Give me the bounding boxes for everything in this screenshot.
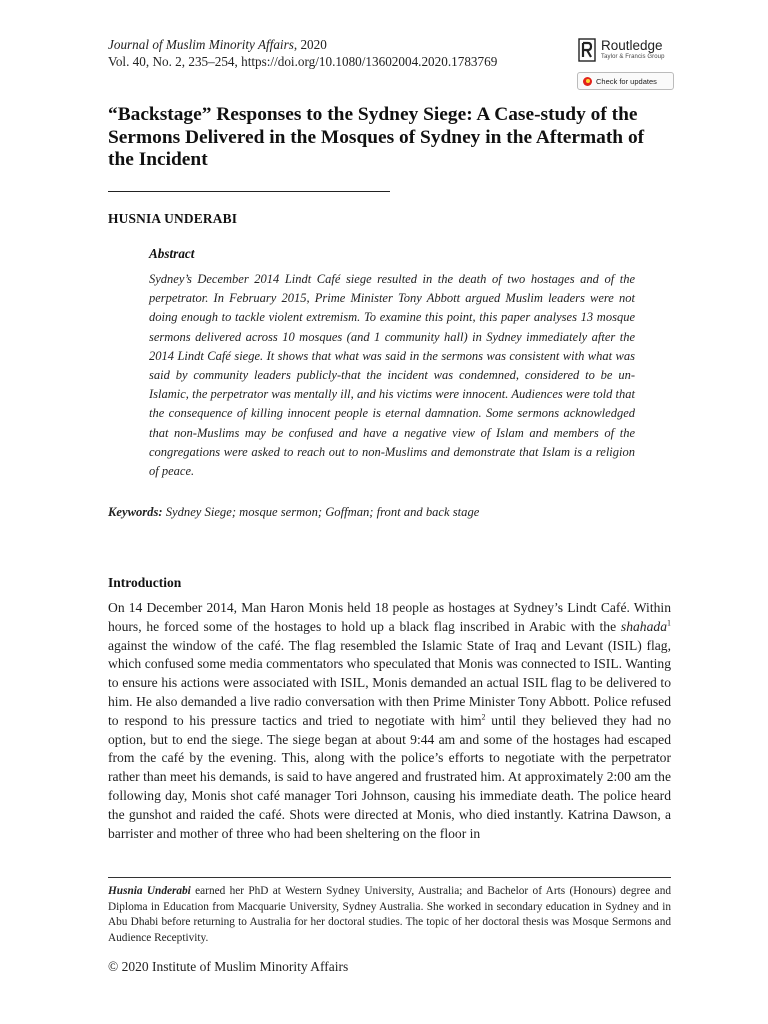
publisher-name: Routledge xyxy=(601,38,663,53)
journal-year: , 2020 xyxy=(293,37,327,52)
update-check-icon xyxy=(583,77,592,86)
publisher-logo[interactable] xyxy=(578,38,665,62)
check-for-updates-label: Check for updates xyxy=(596,76,657,86)
routledge-logo-icon xyxy=(578,38,596,62)
footnote-divider xyxy=(108,877,671,878)
author-bio-footnote xyxy=(108,884,671,946)
keywords-text: Sydney Siege; mosque sermon; Goffman; front and back stage xyxy=(165,505,480,519)
intro-text-part-3: until they believed they had no option, but to end the siege. The siege began at about 9:44 am and some of the hostages had escaped from the café by the evening. This, along with the police’s efforts to negotiate with the perpetrator rather than meet his demands, is said to have angered and frustrated him. At approximately 2:00 am the following day, Monis shot café manager Tori Johnson, causing his immediate death. The police heard the gunshot and raided the café. Shots were directed at Monis, who died instantly. Katrina Dawson, a barrister and mother of three who had been sheltering on the floor in xyxy=(108,712,672,841)
title-divider xyxy=(108,191,390,192)
bio-text: earned her PhD at Western Sydney University, Australia; and Bachelor of Arts (Honours) degree and Diploma in Education from Macquarie University, Sydney Australia. She worked in secondary education in Sydney and in Abu Dhabi before returning to Australia for her doctoral studies. The topic of her doctoral thesis was Mosque Sermons and Audience Receptivity. xyxy=(108,885,671,944)
keywords xyxy=(108,504,668,521)
journal-citation xyxy=(108,36,497,70)
article-title: “Backstage” Responses to the Sydney Siege: A Case-study of the Sermons Delivered in the Mosques of Sydney in the Aftermath of the Incident xyxy=(108,104,645,170)
intro-text-part-1: On 14 December 2014, Man Haron Monis held 18 people as hostages at Sydney’s Lindt Café. Within hours, he forced some of the hostages to hold up a black flag inscribed in Arabic with the xyxy=(108,600,671,634)
journal-name-line xyxy=(108,36,497,53)
shahada-term: shahada xyxy=(620,618,667,634)
keywords-label: Keywords: xyxy=(108,505,163,519)
volume-doi-line[interactable]: Vol. 40, No. 2, 235–254, https://doi.org/10.1080/13602004.2020.1783769 xyxy=(108,54,498,69)
abstract-heading: Abstract xyxy=(149,246,195,261)
introduction-paragraph xyxy=(108,599,671,843)
bio-author-name: Husnia Underabi xyxy=(108,885,191,897)
footnote-ref-2[interactable]: 2 xyxy=(481,712,486,722)
abstract-text: Sydney’s December 2014 Lindt Café siege resulted in the death of two hostages and of the perpetrator. In February 2015, Prime Minister Tony Abbott argued Muslim leaders were not doing enough to tackle violent extremism. To examine this point, this paper analyses 13 mosque sermons delivered across 10 mosques (and 1 community hall) in Sydney immediately after the 2014 Lindt Café siege. It shows that what was said in the sermons was consistent with what was said by community leaders publicly-that the incident was condemned, considered to be un-Islamic, the perpetrator was mentally ill, and his victims were innocent. Audiences were told that the consequence of killing innocent people is eternal damnation. Some sermons acknowledged that non-Muslims may be confused and have a negative view of Islam and members of the congregations were asked to reach out to non-Muslims and demonstrate that Islam is a religion of peace. xyxy=(149,272,635,479)
journal-name[interactable]: Journal of Muslim Minority Affairs xyxy=(108,37,294,52)
publisher-subline: Taylor & Francis Group xyxy=(601,54,665,60)
copyright-notice: © 2020 Institute of Muslim Minority Affairs xyxy=(108,959,349,974)
intro-text-part-2: against the window of the café. The flag resembled the Islamic State of Iraq and Levant (ISIL) flag, which confused some media commentators who speculated that Monis was connected to ISIL. Wanting to ensure his actions were associated with ISIL, Monis demanded an actual ISIL flag to be delivered to him. He also demanded a live radio conversation with then Prime Minister Tony Abbott. Police refused to respond to his pressure tactics and tried to negotiate with him xyxy=(108,637,671,728)
footnote-ref-1[interactable]: 1 xyxy=(667,618,671,628)
check-for-updates-button[interactable] xyxy=(577,72,674,90)
introduction-heading: Introduction xyxy=(108,575,182,590)
author-name: HUSNIA UNDERABI xyxy=(108,211,238,226)
